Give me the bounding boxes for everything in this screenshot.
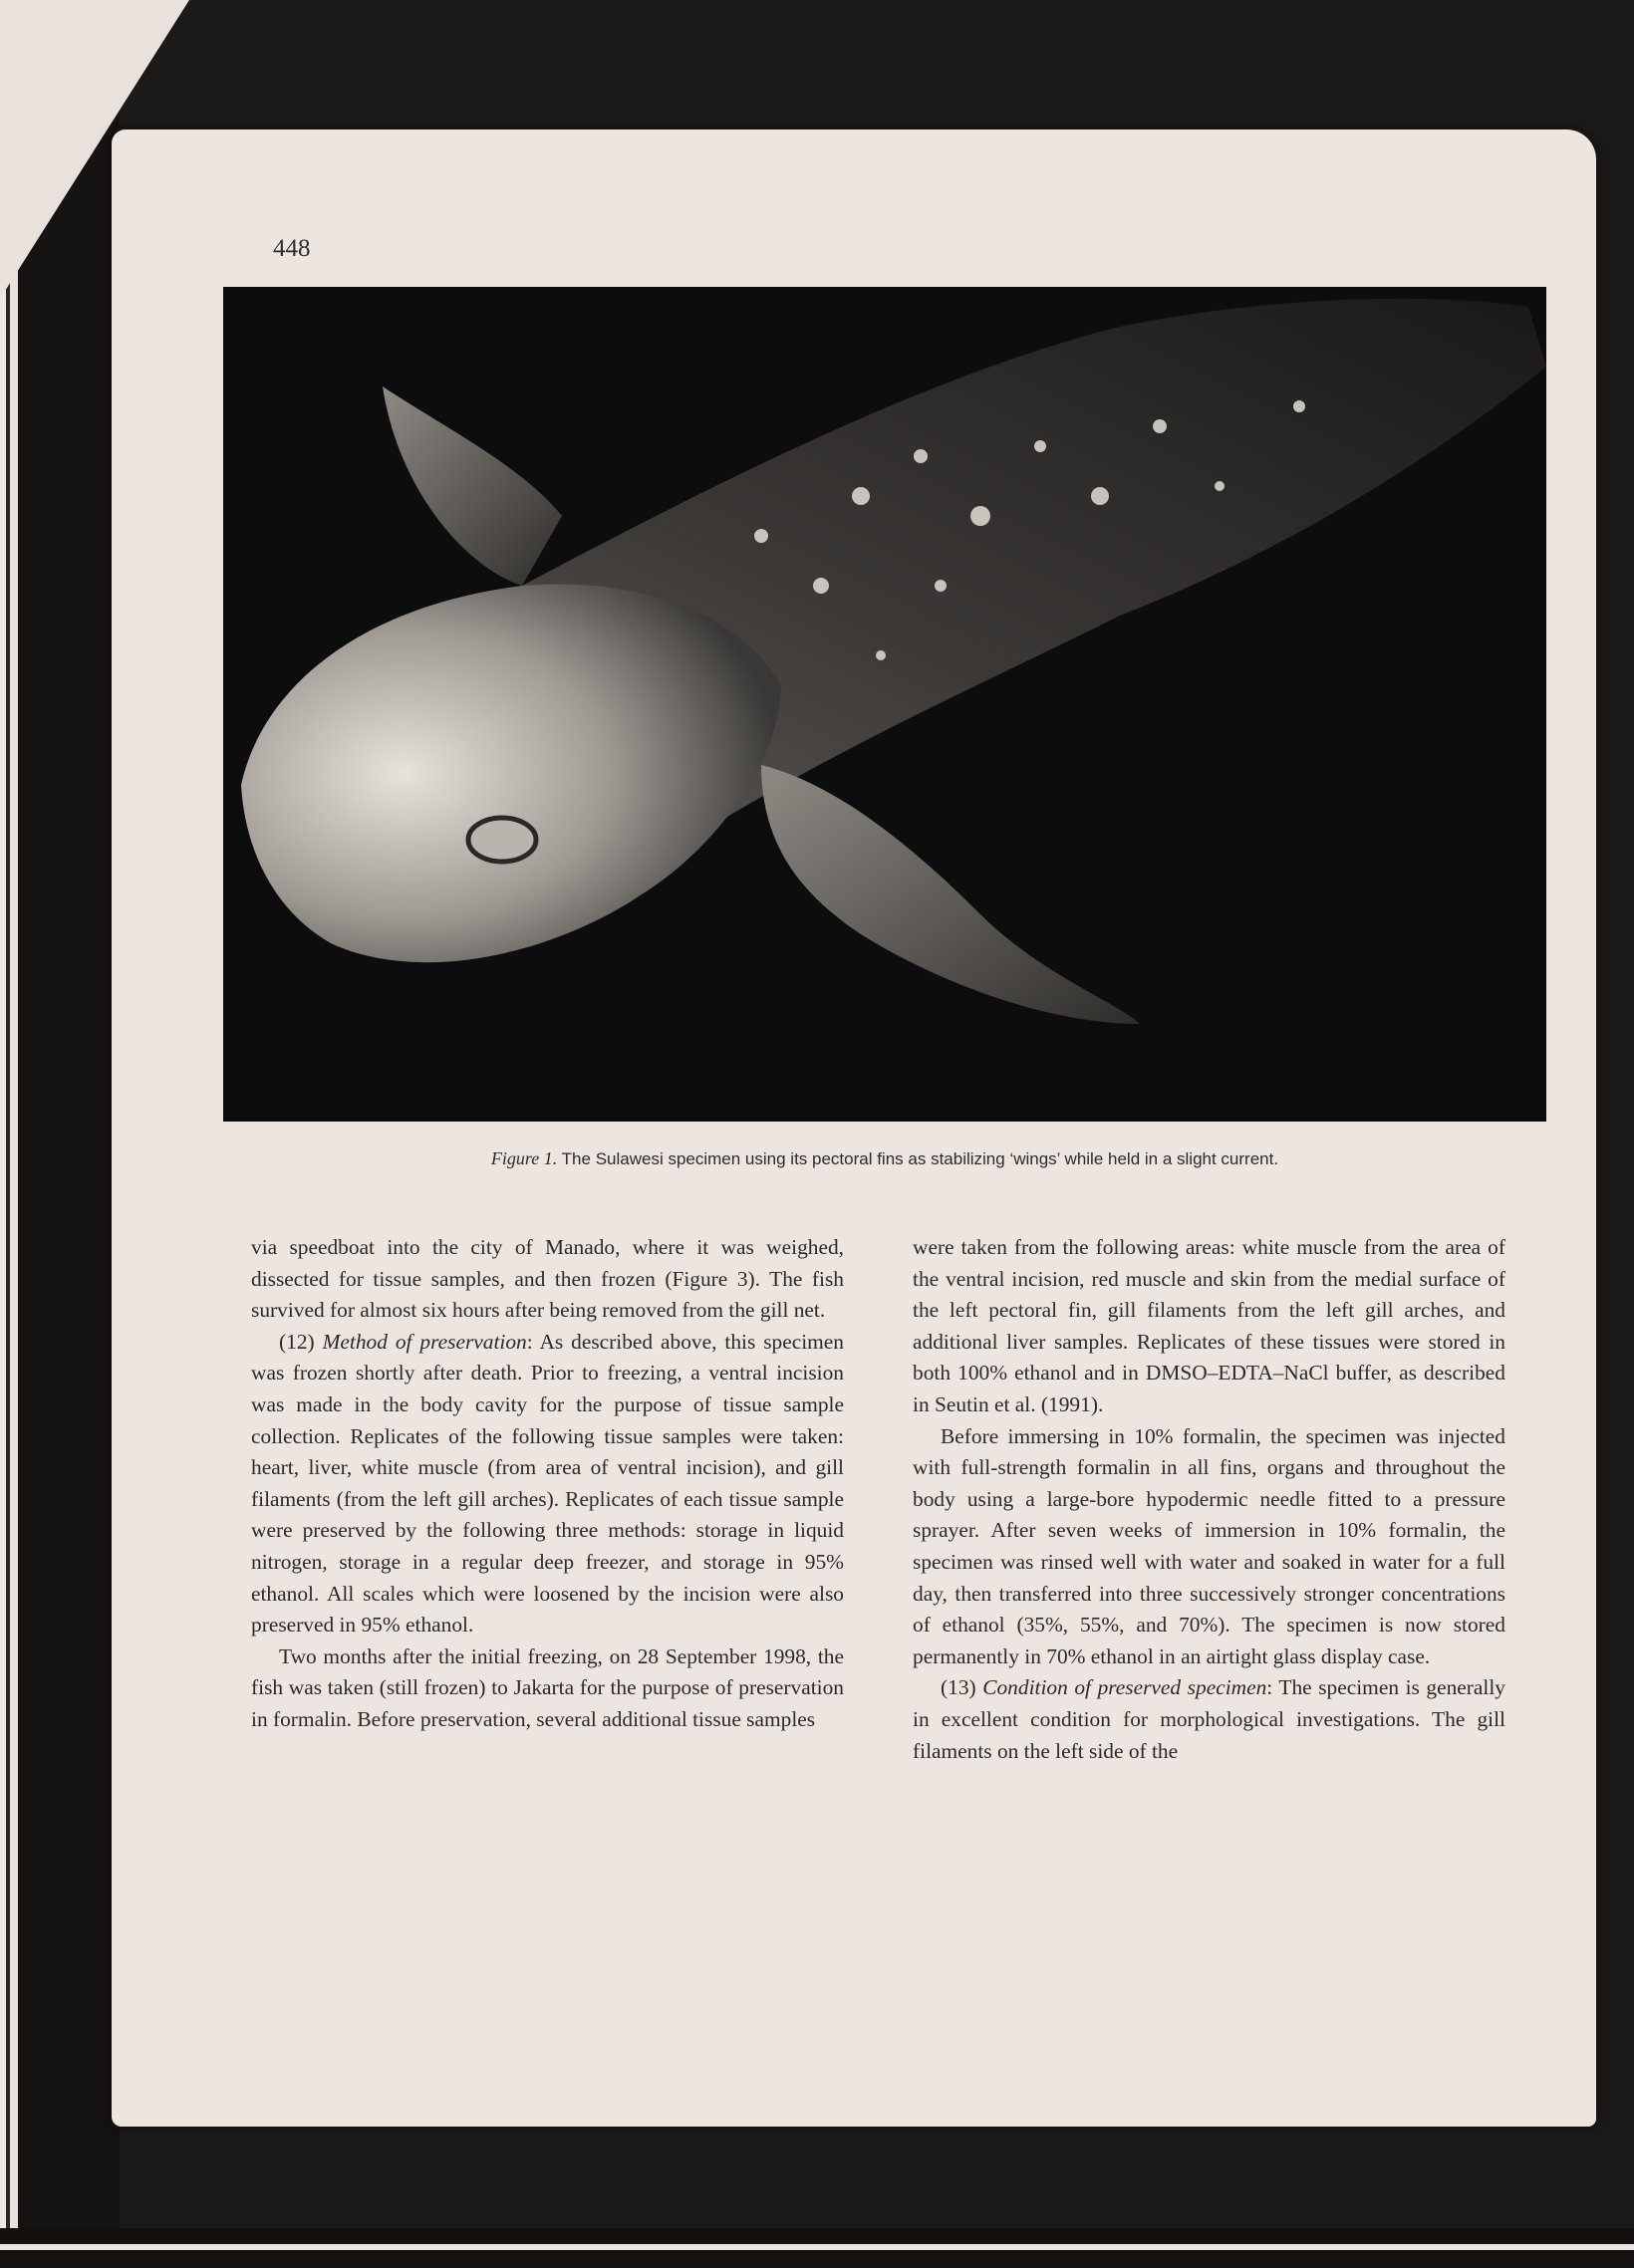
section-number: (13) xyxy=(941,1675,983,1700)
paragraph-text: Two months after the initial freezing, on 28 September 1998, the fish was taken (still frozen) to Jakarta for the purpose of preservation in formalin. Before preservation, several additional tissue samples xyxy=(251,1643,844,1731)
figure-caption-text: The Sulawesi specimen using its pectoral fins as stabilizing ‘wings’ while held in a slight current. xyxy=(561,1149,1279,1168)
page-number: 448 xyxy=(273,235,311,262)
paragraph-text: : The specimen is generally in excellent condition for morphological investigations. The gill filaments on the left side of the xyxy=(913,1675,1505,1763)
paragraph-text: were taken from the following areas: white muscle from the area of the ventral incision, red muscle and skin from the medial surface of the left pectoral fin, gill filaments from the left gill arches, and additional liver samples. Replicates of these tissues were stored in both 100% ethanol and in DMSO–EDTA–NaCl buffer, as described in Seutin et al. (1991). xyxy=(913,1235,1505,1416)
section-heading: Condition of preserved specimen xyxy=(982,1675,1267,1700)
paper-page xyxy=(112,129,1596,2127)
section-number: (12) xyxy=(279,1329,323,1354)
figure-label: Figure 1. xyxy=(490,1148,558,1168)
figure-1-photo xyxy=(223,287,1546,1122)
section-heading: Method of preservation xyxy=(322,1329,527,1354)
figure-caption xyxy=(223,1148,1546,1169)
scan-left-edge xyxy=(0,0,120,2268)
paragraph-text: Before immersing in 10% formalin, the specimen was injected with full-strength formalin in all fins, organs and throughout the body using a large-bore hypodermic needle fitted to a pressure sprayer. After seven weeks of immersion in 10% formalin, the specimen was rinsed well with water and soaked in water for a full day, then transferred into three successively stronger concentrations of ethanol (35%, 55%, and 70%). The specimen is now stored permanently in 70% ethanol in an airtight glass display case. xyxy=(913,1423,1505,1668)
paragraph xyxy=(913,1672,1505,1767)
paragraph xyxy=(913,1421,1505,1673)
paragraph xyxy=(251,1232,844,1327)
coelacanth-photo xyxy=(223,287,1546,1122)
paragraph xyxy=(251,1327,844,1641)
paragraph xyxy=(913,1232,1505,1421)
left-column xyxy=(251,1232,844,1736)
paragraph-text: : As described above, this specimen was frozen shortly after death. Prior to freezing, a ventral incision was made in the body cavity for the purpose of tissue sample collection. Replicates of the following tissue samples were taken: heart, liver, white muscle (from area of ventral incision), and gill filaments (from the left gill arches). Replicates of each tissue sample were preserved by the following three methods: storage in liquid nitrogen, storage in a regular deep freezer, and storage in 95% ethanol. All scales which were loosened by the incision were also preserved in 95% ethanol. xyxy=(251,1329,844,1638)
paragraph-text: via speedboat into the city of Manado, where it was weighed, dissected for tissue samples, and then frozen (Figure 3). The fish survived for almost six hours after being removed from the gill net. xyxy=(251,1235,844,1323)
paragraph xyxy=(251,1641,844,1736)
fish-eye xyxy=(468,818,536,862)
scan-bottom-edge xyxy=(0,2228,1634,2268)
right-column xyxy=(913,1232,1505,1767)
